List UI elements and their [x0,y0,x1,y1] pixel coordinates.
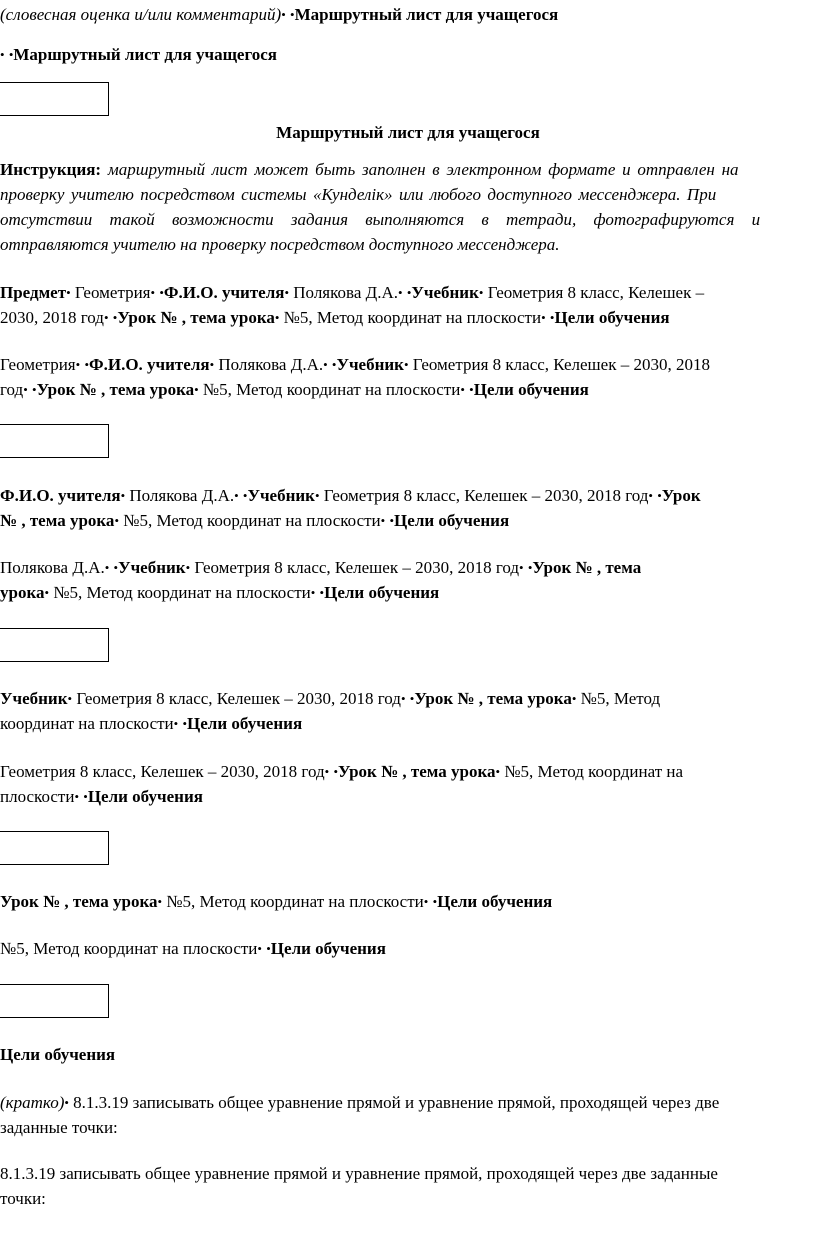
info-block-3-line-2: № , тема урока• №5, Метод координат на плоскости• •Цели обучения [0,511,510,530]
info-block-4-line-2: урока• №5, Метод координат на плоскости• •Цели обучения [0,583,440,602]
goal-line-4: точки: [0,1189,46,1208]
info-block-8-line: №5, Метод координат на плоскости• •Цели обучения [0,939,386,958]
instruction-line-3: отсутствии такой возможности задания выполняются в тетради, фотографируются и [0,210,761,229]
info-block-1-line-2: 2030, 2018 год• •Урок № , тема урока• №5, Метод координат на плоскости• •Цели обучения [0,308,670,327]
info-block-3-line-1: Ф.И.О. учителя• Полякова Д.А.• •Учебник• Геометрия 8 класс, Келешек – 2030, 2018 год• •Урок [0,486,701,505]
info-block-6-line-1: Геометрия 8 класс, Келешек – 2030, 2018 год• •Урок № , тема урока• №5, Метод координат на [0,762,684,781]
goal-line-1: (кратко)• 8.1.3.19 записывать общее уравнение прямой и уравнение прямой, проходящей через две [0,1093,720,1112]
page-title: Маршрутный лист для учащегося [276,123,540,142]
info-block-4-line-1: Полякова Д.А.• •Учебник• Геометрия 8 класс, Келешек – 2030, 2018 год• •Урок № , тема [0,558,642,577]
blank-field [0,984,109,1018]
goal-line-3: 8.1.3.19 записывать общее уравнение прямой и уравнение прямой, проходящей через две заданные [0,1164,718,1183]
info-block-1-line-1: Предмет• Геометрия• •Ф.И.О. учителя• Полякова Д.А.• •Учебник• Геометрия 8 класс, Келешек – [0,283,705,302]
info-block-6-line-2: плоскости• •Цели обучения [0,787,203,806]
blank-field [0,82,109,116]
comment-label: (словесная оценка и/или комментарий) [0,5,282,24]
blank-field [0,628,109,662]
route-sheet-heading: Маршрутный лист для учащегося [294,5,559,24]
goal-line-2: заданные точки: [0,1118,118,1137]
instruction-label: Инструкция: [0,160,102,179]
blank-field [0,424,109,458]
info-block-5-line-1: Учебник• Геометрия 8 класс, Келешек – 2030, 2018 год• •Урок № , тема урока• №5, Метод [0,689,661,708]
info-block-2-line-2: год• •Урок № , тема урока• №5, Метод координат на плоскости• •Цели обучения [0,380,589,399]
brief-label: (кратко) [0,1093,65,1112]
top-line: (словесная оценка и/или комментарий)• •Маршрутный лист для учащегося [0,5,559,24]
route-sheet-title-line: • •Маршрутный лист для учащегося [0,45,278,64]
info-block-2-line-1: Геометрия• •Ф.И.О. учителя• Полякова Д.А.• •Учебник• Геометрия 8 класс, Келешек – 2030, 2018 [0,355,710,374]
instruction-line-1: Инструкция: маршрутный лист может быть заполнен в электронном формате и отправлен на [0,160,739,179]
instruction-line-2: проверку учителю посредством системы «Кунделік» или любого доступного мессенджера. При [0,185,717,204]
info-block-7-line: Урок № , тема урока• №5, Метод координат на плоскости• •Цели обучения [0,892,553,911]
instruction-line-4: отправляются учителю на проверку посредством доступного мессенджера. [0,235,560,254]
blank-field [0,831,109,865]
goals-heading: Цели обучения [0,1045,116,1064]
info-block-5-line-2: координат на плоскости• •Цели обучения [0,714,303,733]
route-sheet-title: Маршрутный лист для учащегося [13,45,278,64]
